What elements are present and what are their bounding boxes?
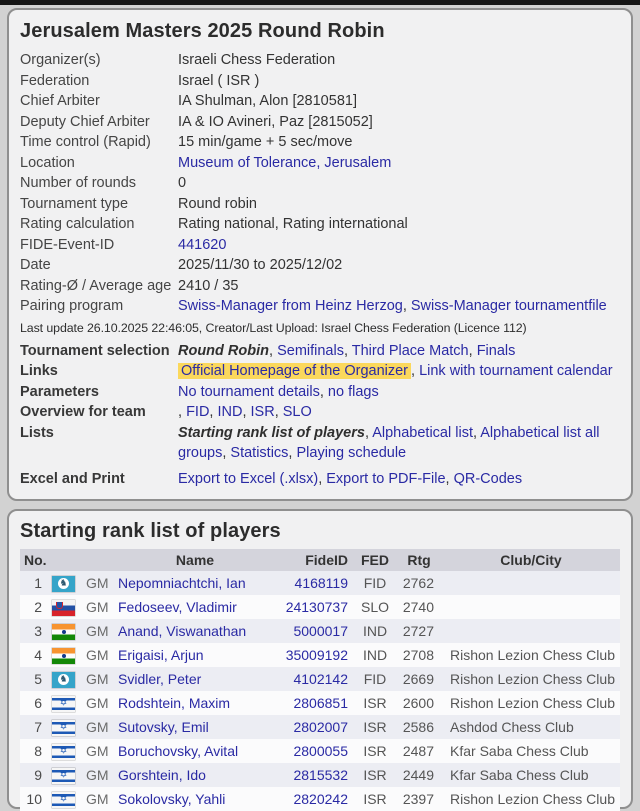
player-federation: ISR [363,719,387,735]
menu-link[interactable]: Alphabetical list all groups [178,424,600,461]
detail-row [20,382,620,403]
player-fide-title: GM [86,695,109,711]
player-fide-title: GM [86,791,109,807]
player-club: Rishon Lezion Chess Club [450,791,615,807]
separator-text: IA Shulman, Alon [2810581] [178,93,357,109]
player-number: 8 [34,743,42,759]
player-name-link[interactable]: Nepomniachtchi, Ian [118,575,246,591]
menu-link[interactable]: Statistics [230,445,289,461]
separator-text: Rating national, Rating international [178,216,408,232]
detail-value [178,361,620,382]
current-page-label: Starting rank list of players [178,424,365,441]
detail-row [20,235,620,256]
detail-value [178,382,620,403]
player-federation: FID [363,575,387,591]
player-number: 6 [34,695,42,711]
player-rating: 2586 [402,719,434,735]
separator-text: , [411,363,420,379]
separator-text: , [222,445,231,461]
detail-row [20,153,620,174]
player-fide-title: GM [86,719,109,735]
fide-id-link[interactable]: 2820242 [293,791,348,807]
player-federation: SLO [360,599,389,615]
menu-link[interactable]: IND [217,404,243,420]
federation-flag-icon [52,672,75,688]
separator-text: , [209,404,218,420]
player-rating: 2449 [402,767,434,783]
menu-link[interactable]: Export to PDF-File [326,470,446,487]
player-club [442,619,620,643]
menu-link[interactable]: Alphabetical list [372,424,473,441]
player-name-link[interactable]: Anand, Viswanathan [118,623,247,639]
tournament-info-card [7,8,633,501]
player-number: 10 [26,791,42,807]
column-header [84,549,116,571]
detail-row [20,132,620,153]
detail-row [20,173,620,194]
detail-value [178,423,620,464]
player-rating: 2708 [402,647,434,663]
detail-value [178,50,620,71]
column-header [50,549,84,571]
detail-label: Location [20,154,75,171]
menu-link[interactable]: FID [186,404,210,420]
fide-id-link[interactable]: 2800055 [293,743,348,759]
federation-flag-icon [52,576,75,592]
player-club: Rishon Lezion Chess Club [450,671,615,687]
detail-value [178,276,620,297]
player-row [20,595,620,619]
players-table [20,549,620,811]
menu-link[interactable]: no flags [327,383,379,400]
detail-value [178,153,620,174]
detail-label: Tournament selection [20,342,170,359]
player-federation: ISR [363,791,387,807]
player-federation: FID [363,671,387,687]
detail-label: Number of rounds [20,175,137,191]
current-page-label: Round Robin [178,342,270,359]
detail-label: FIDE-Event-ID [20,236,115,253]
player-name-link[interactable]: Sokolovsky, Yahli [118,791,226,807]
player-federation: ISR [363,767,387,783]
player-club [442,595,620,619]
menu-link[interactable]: Playing schedule [296,445,407,461]
detail-label: Chief Arbiter [20,93,100,109]
separator-text: , [178,404,187,420]
player-club: Rishon Lezion Chess Club [450,695,615,711]
separator-text: Round robin [178,195,257,212]
player-federation: ISR [363,695,387,711]
detail-row [20,255,620,276]
separator-text: , [288,445,297,461]
player-row [20,715,620,739]
tournament-title: Jerusalem Masters 2025 Round Robin [20,20,385,42]
player-number: 4 [34,647,42,663]
detail-value [178,91,620,112]
player-name-link[interactable]: Svidler, Peter [118,671,202,687]
player-number: 3 [34,623,42,639]
federation-flag-icon [52,768,75,784]
players-card [7,509,633,809]
separator-text: , [318,470,327,487]
detail-label: Pairing program [20,298,124,314]
player-rating: 2487 [402,743,434,759]
player-club: Kfar Saba Chess Club [450,743,589,759]
column-header: No. [24,552,47,568]
player-name-link[interactable]: Boruchovsky, Avital [118,743,239,759]
player-row [20,571,620,595]
player-row [20,691,620,715]
player-name-link[interactable]: Rodshtein, Maxim [118,695,231,711]
menu-link[interactable]: Third Place Match [351,342,469,359]
federation-flag-icon [52,720,75,736]
player-club: Ashdod Chess Club [450,719,574,735]
player-name-link[interactable]: Gorshtein, Ido [118,767,206,783]
separator-text: Israel ( ISR ) [178,72,260,89]
player-federation: IND [362,647,388,663]
player-name-link[interactable]: Erigaisi, Arjun [118,647,204,663]
player-row [20,763,620,787]
fide-id-link[interactable]: 5000017 [293,623,348,639]
last-update-note: Last update 26.10.2025 22:46:05, Creator/Last Upload: Israel Chess Federation (Licence 112) [20,320,527,335]
detail-value [178,132,620,153]
player-row [20,787,620,811]
separator-text: IA & IO Avineri, Paz [2815052] [178,113,373,130]
detail-label: Excel and Print [20,470,125,487]
menu-link[interactable]: No tournament details [178,383,320,400]
detail-label: Rating-Ø / Average age [20,277,172,294]
player-rating: 2762 [402,575,434,591]
federation-flag-icon [52,696,75,712]
menu-link[interactable]: Link with tournament calendar [419,363,613,379]
separator-text: , [468,342,477,359]
detail-label: Date [20,257,51,273]
detail-value [178,402,620,423]
player-number: 2 [34,599,42,615]
detail-value [178,296,620,317]
menu-link[interactable]: Export to Excel (.xlsx) [178,470,319,487]
players-table-header [20,549,620,571]
fide-id-link[interactable]: 2802007 [293,719,348,735]
separator-text: 2025/11/30 to 2025/12/02 [178,257,343,273]
player-fide-title: GM [86,623,109,639]
detail-value [178,112,620,133]
detail-value [178,71,620,92]
player-fide-title: GM [86,575,109,591]
detail-value [178,173,620,194]
player-row [20,619,620,643]
detail-label: Overview for team [20,404,146,420]
player-number: 5 [34,671,42,687]
player-name-link[interactable]: Fedoseev, Vladimir [118,599,237,615]
fide-id-link[interactable]: 35009192 [285,647,348,663]
separator-text: 2410 / 35 [178,277,239,294]
player-rating: 2600 [402,695,434,711]
detail-label: Lists [20,424,54,441]
menu-link[interactable]: QR-Codes [453,470,523,487]
fide-id-link[interactable]: 4102142 [293,671,348,687]
fide-id-link[interactable]: 2815532 [293,767,348,783]
detail-row [20,214,620,235]
player-fide-title: GM [86,743,109,759]
player-fide-title: GM [86,671,109,687]
column-header: Rtg [407,552,431,568]
detail-label: Time control (Rapid) [20,134,151,150]
player-federation: IND [362,623,388,639]
player-rating: 2727 [402,623,434,639]
separator-text: , [472,424,481,441]
player-fide-title: GM [86,599,109,615]
players-title: Starting rank list of players [20,520,281,542]
menu-link[interactable]: Swiss-Manager tournamentfile [410,298,607,314]
federation-flag-icon [52,648,75,664]
federation-flag-icon [52,792,75,808]
player-number: 7 [34,719,42,735]
detail-row [20,296,620,317]
federation-flag-icon [52,744,75,760]
separator-text: , [364,424,373,441]
detail-row [20,194,620,215]
fide-id-link[interactable]: 24130737 [285,599,348,615]
menu-link[interactable]: Museum of Tolerance, Jerusalem [178,154,392,171]
detail-row [20,469,620,490]
menu-link[interactable]: SLO [282,404,312,420]
separator-text: , [274,404,283,420]
menu-link[interactable]: ISR [250,404,275,420]
column-header: Name [175,552,215,568]
player-club: Kfar Saba Chess Club [450,767,589,783]
player-row [20,643,620,667]
top-bar [0,0,640,5]
detail-value [178,194,620,215]
player-row [20,739,620,763]
detail-label: Tournament type [20,195,129,212]
player-federation: ISR [363,743,387,759]
player-fide-title: GM [86,767,109,783]
player-club [442,571,620,595]
detail-value [178,469,620,490]
tournament-details [20,50,620,317]
player-number: 9 [34,767,42,783]
detail-value [178,235,620,256]
detail-row [20,361,620,382]
federation-flag-icon [52,624,75,640]
separator-text: , [269,342,278,359]
detail-row [20,71,620,92]
detail-label: Deputy Chief Arbiter [20,113,150,130]
column-header: FideID [305,552,348,568]
highlighted-link[interactable]: Official Homepage of the Organizer [178,363,411,379]
player-fide-title: GM [86,647,109,663]
fide-id-link[interactable]: 2806851 [293,695,348,711]
column-header: Club/City [500,552,562,568]
federation-flag-icon [52,600,75,616]
detail-row [20,341,620,362]
separator-text: , [242,404,251,420]
detail-row [20,276,620,297]
menu-link[interactable]: Finals [476,342,516,359]
detail-label: Links [20,363,58,379]
player-club: Rishon Lezion Chess Club [450,647,615,663]
detail-value [178,255,620,276]
detail-row [20,402,620,423]
separator-text: , [445,470,454,487]
separator-text: 0 [178,175,187,191]
player-row [20,667,620,691]
menu-link[interactable]: 441620 [178,236,227,253]
menu-link[interactable]: Swiss-Manager from Heinz Herzog [178,298,403,314]
tournament-menu [20,341,620,490]
separator-text: , [402,298,411,314]
column-header: FED [361,552,389,568]
player-number: 1 [34,575,42,591]
menu-link[interactable]: Semifinals [277,342,344,359]
separator-text: 15 min/game + 5 sec/move [178,134,353,150]
separator-text: , [319,383,328,400]
detail-value [178,214,620,235]
separator-text: Israeli Chess Federation [178,52,336,68]
detail-row [20,91,620,112]
detail-row [20,112,620,133]
detail-row [20,423,620,464]
separator-text: , [343,342,352,359]
player-rating: 2669 [402,671,434,687]
detail-label: Parameters [20,383,99,400]
detail-label: Organizer(s) [20,52,101,68]
detail-row [20,50,620,71]
fide-id-link[interactable]: 4168119 [294,575,348,591]
player-rating: 2397 [402,791,434,807]
player-name-link[interactable]: Sutovsky, Emil [118,719,209,735]
detail-label: Federation [20,72,90,89]
detail-label: Rating calculation [20,216,135,232]
player-rating: 2740 [402,599,434,615]
detail-value [178,341,620,362]
